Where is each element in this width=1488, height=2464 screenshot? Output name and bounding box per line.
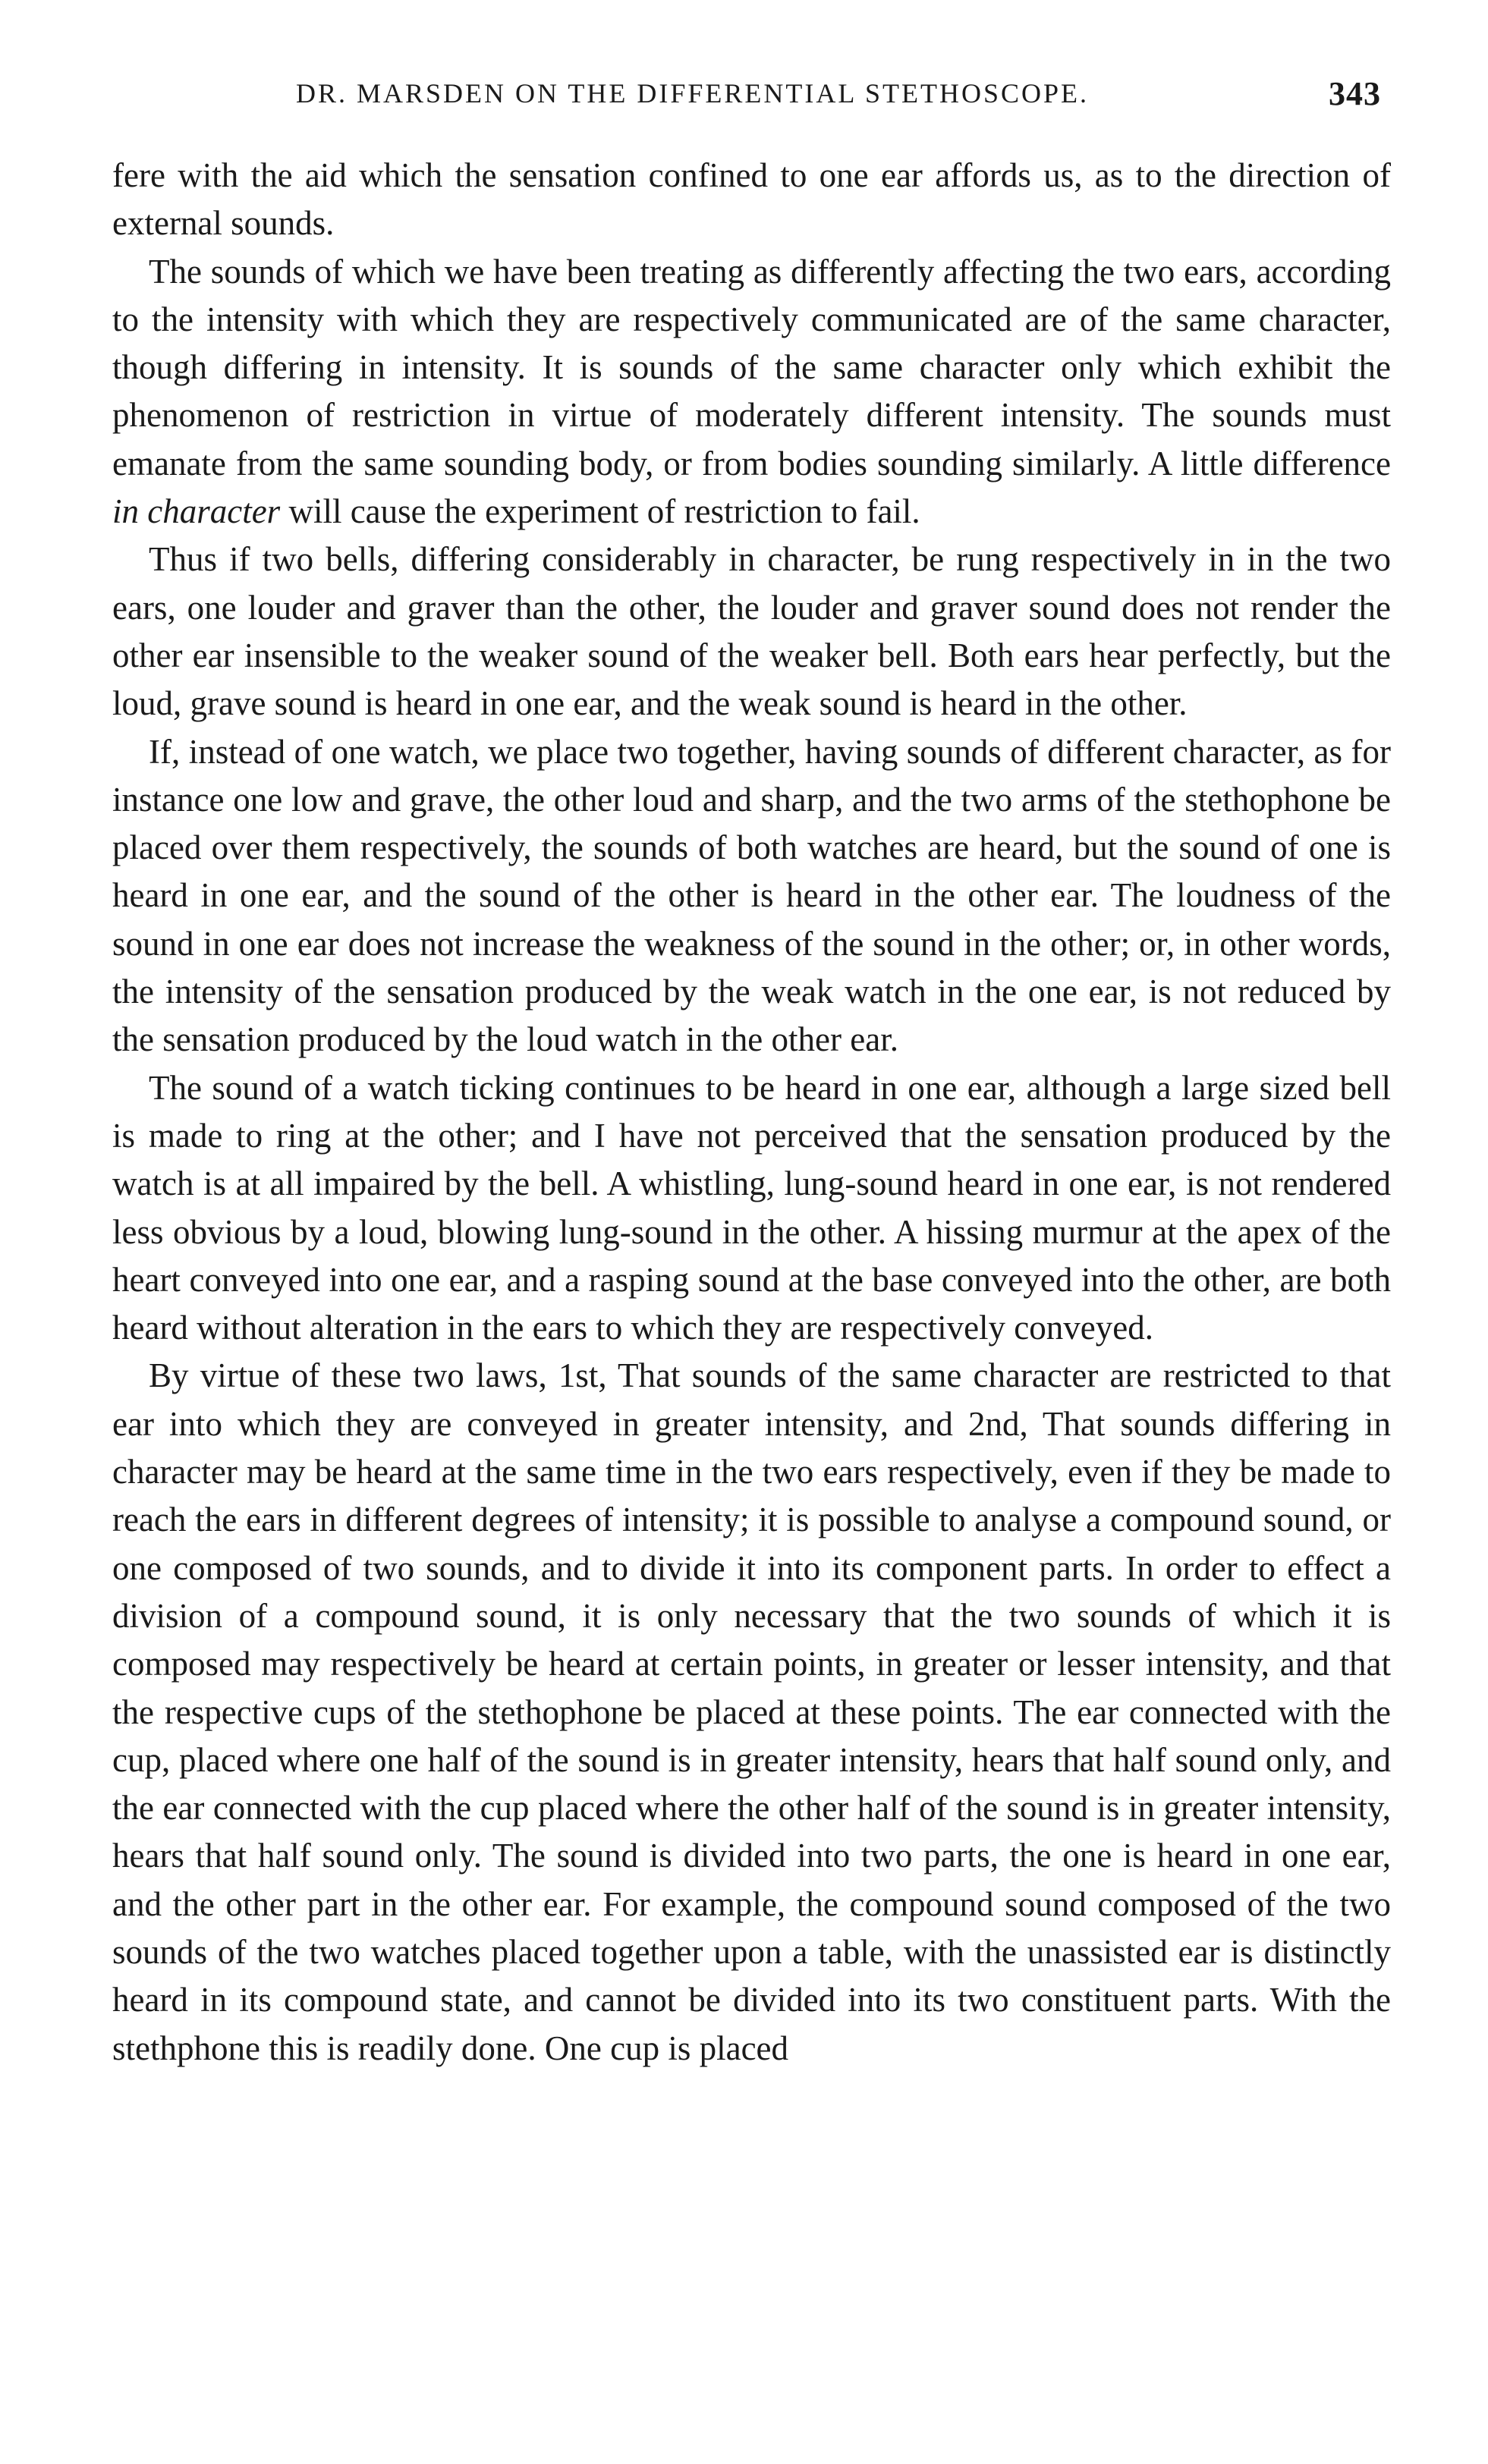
emphasized-text: in character — [112, 492, 281, 531]
page-header — [106, 77, 1381, 123]
page-number: 343 — [1329, 75, 1381, 112]
paragraph-text: By virtue of these two laws, 1st, That sounds of the same character are restricted to that ear into which they are conveyed in greater intensity, and 2nd, That sounds differing in character may be heard at the same time in the two ears respectively, even if they be made to reach the ears in different degrees of intensity; it is possible to analyse a compound sound, or one composed of two sounds, and to divide it into its component parts. In order to effect a division of a compound sound, it is only necessary that the two sounds of which it is composed may respectively be heard at certain points, in greater or lesser intensity, and that the respective cups of the stethophone be placed at these points. The ear connected with the cup, placed where one half of the sound is in greater intensity, hears that half sound only, and the ear connected with the cup placed where the other half of the sound is in greater intensity, hears that half sound only. The sound is divided into two parts, the one is heard in one ear, and the other part in the other ear. For example, the compound sound composed of the two sounds of the two watches placed together upon a table, with the unassisted ear is distinctly heard in its compound state, and cannot be divided into its two constituent parts. With the stethphone this is readily done. One cup is placed — [112, 1356, 1391, 2067]
paragraph — [112, 1064, 1391, 1353]
running-title: DR. MARSDEN ON THE DIFFERENTIAL STETHOSCOPE. — [296, 78, 1090, 108]
paragraph — [112, 1352, 1391, 2072]
paragraph-text: The sounds of which we have been treating as differently affecting the two ears, according to the intensity with which they are respectively communicated are of the same character, though differing in intensity. It is sounds of the same character only which exhibit the phenomenon of restriction in virtue of moderately different intensity. The sounds must emanate from the same sounding body, or from bodies sounding similarly. A little difference — [112, 252, 1391, 482]
paragraph — [112, 728, 1391, 1064]
paragraph-continuation — [112, 152, 1391, 248]
paragraph — [112, 536, 1391, 728]
paragraph-text: The sound of a watch ticking continues to be heard in one ear, although a large sized bell is made to ring at the other; and I have not perceived that the sensation produced by the watch is at all impaired by the bell. A whistling, lung-sound heard in one ear, is not rendered less obvious by a loud, blowing lung-sound in the other. A hissing murmur at the apex of the heart conveyed into one ear, and a rasping sound at the base conveyed into the other, are both heard without alteration in the ears to which they are respectively conveyed. — [112, 1068, 1391, 1347]
paragraph-text: If, instead of one watch, we place two together, having sounds of different character, as for instance one low and grave, the other loud and sharp, and the two arms of the stethophone be placed over them respectively, the sounds of both watches are heard, but the sound of one is heard in one ear, and the sound of the other is heard in the other ear. The loudness of the sound in one ear does not increase the weakness of the sound in the other; or, in other words, the intensity of the sensation produced by the weak watch in the one ear, is not reduced by the sensation produced by the loud watch in the other ear. — [112, 732, 1391, 1059]
paragraph — [112, 248, 1391, 536]
body-text — [112, 152, 1391, 2073]
paragraph-text: fere with the aid which the sensation confined to one ear affords us, as to the direction of external sounds. — [112, 156, 1391, 243]
paragraph-text: Thus if two bells, differing considerably in character, be rung respectively in in the two ears, one louder and graver than the other, the louder and graver sound does not render the other ear insensible to the weaker sound of the weaker bell. Both ears hear perfectly, but the loud, grave sound is heard in one ear, and the weak sound is heard in the other. — [112, 540, 1391, 723]
paragraph-text: will cause the experiment of restriction to fail. — [280, 492, 920, 531]
